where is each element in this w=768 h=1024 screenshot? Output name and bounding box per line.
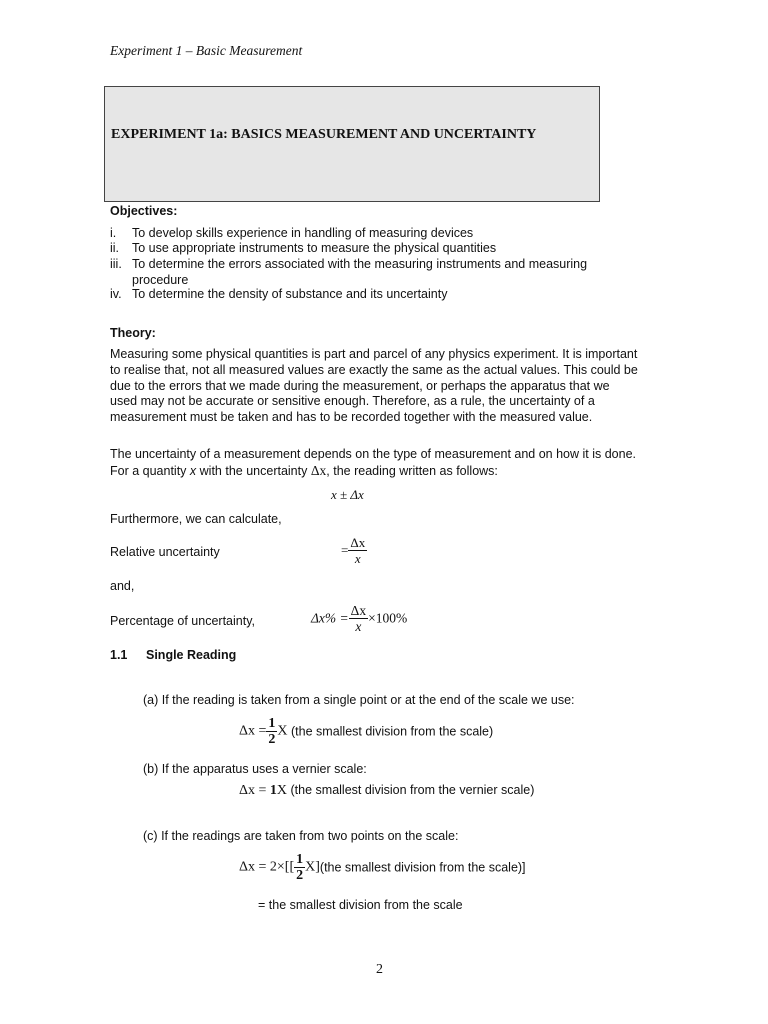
objective-number: iv. [110, 287, 122, 301]
objectives-heading: Objectives: [110, 204, 178, 218]
relative-uncertainty-formula: = $\frac{\Delta x}{x}$ [341, 535, 366, 566]
theory-paragraph-2: The uncertainty of a measurement depends on the type of measurement and on how it is done. For a quantity x with the uncertainty Δx, the reading written as follows: [110, 447, 637, 478]
formula-single-point: Δx = $\frac{1}{2}$ X (the smallest division from the scale) [239, 716, 494, 747]
item-b-text: (b) If the apparatus uses a vernier scale: [143, 762, 367, 776]
formula-reading: x ± Δx [331, 487, 364, 502]
objective-item [110, 226, 630, 242]
objective-text: To develop skills experience in handling of measuring devices [132, 226, 474, 240]
experiment-title: EXPERIMENT 1a: BASICS MEASUREMENT AND UNCERTAINTY [111, 127, 537, 142]
objective-item [110, 287, 630, 303]
theory-paragraph: Measuring some physical quantities is part and parcel of any physics experiment. It is important to realise that, not all measured values are exactly the same as the actual values. This could be due to the errors that we made during the measurement, or perhaps the apparatus that we used may not be accurate or sensitive enough. Therefore, as a rule, the uncertainty of a measurement must be taken and has to be recorded together with the measured value. [110, 347, 638, 425]
relative-uncertainty-label: Relative uncertainty [110, 545, 220, 559]
objective-item [110, 241, 630, 257]
page-number: 2 [376, 962, 383, 977]
objective-text: To use appropriate instruments to measure the physical quantities [132, 241, 497, 255]
objective-number: iii. [110, 257, 122, 271]
formula-vernier: Δx = 1X (the smallest division from the vernier scale) [239, 783, 535, 798]
formula-two-points: Δx = 2×[[ $\frac{1}{2}$ X](the smallest division from the scale)] [239, 852, 526, 883]
objective-text: To determine the errors associated with the measuring instruments and measuring procedure [132, 257, 588, 287]
furthermore-text: Furthermore, we can calculate, [110, 512, 282, 526]
formula-two-points-result: = the smallest division from the scale [258, 898, 463, 912]
percentage-uncertainty-label: Percentage of uncertainty, [110, 614, 255, 628]
objective-item [110, 257, 630, 289]
objective-number: i. [110, 226, 117, 240]
title-box [104, 86, 600, 202]
objective-text: To determine the density of substance and its uncertainty [132, 287, 448, 301]
theory-heading: Theory: [110, 326, 156, 340]
section-number: 1.1 [110, 648, 128, 662]
page-header: Experiment 1 – Basic Measurement [110, 43, 303, 58]
section-title: Single Reading [146, 648, 237, 662]
objective-number: ii. [110, 241, 120, 255]
and-text: and, [110, 579, 135, 593]
item-c-text: (c) If the readings are taken from two points on the scale: [143, 829, 459, 843]
percentage-uncertainty-formula: Δx% = $\frac{\Delta x}{x}$ ×100% [311, 603, 408, 634]
item-a-text: (a) If the reading is taken from a single point or at the end of the scale we use: [143, 693, 575, 707]
